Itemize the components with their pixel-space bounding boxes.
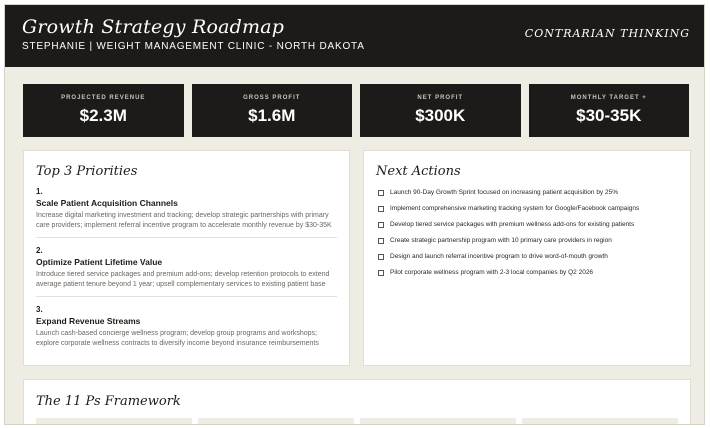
metric-net-profit xyxy=(360,84,521,137)
page-subtitle: STEPHANIE | WEIGHT MANAGEMENT CLINIC - NORTH DAKOTA xyxy=(22,41,365,52)
metric-value: $2.3M xyxy=(79,106,127,125)
action-item xyxy=(376,189,678,196)
checkbox-icon[interactable] xyxy=(378,270,384,276)
priority-number: 2. xyxy=(36,246,43,255)
priority-number: 1. xyxy=(36,187,43,196)
checkbox-icon[interactable] xyxy=(378,254,384,260)
metric-value: $30-35K xyxy=(576,106,642,125)
framework-cell xyxy=(360,418,516,425)
checkbox-icon[interactable] xyxy=(378,206,384,212)
priorities-heading: Top 3 Priorities xyxy=(36,164,138,179)
framework-cell xyxy=(522,418,678,425)
metric-label: PROJECTED REVENUE xyxy=(61,95,146,101)
metrics-row xyxy=(23,84,689,137)
metric-value: $1.6M xyxy=(248,106,296,125)
priority-title: Optimize Patient Lifetime Value xyxy=(36,257,163,267)
metric-value: $300K xyxy=(415,106,466,125)
action-text: Implement comprehensive marketing tracking system for Google/Facebook campaigns xyxy=(390,205,640,212)
priority-description: Launch cash-based concierge wellness program; develop group programs and workshops; explore corporate wellness contracts to diversify income beyond insurance reimbursements xyxy=(36,330,319,347)
priority-item xyxy=(36,179,337,238)
action-item xyxy=(376,205,678,212)
framework-grid xyxy=(36,418,678,425)
priority-title: Expand Revenue Streams xyxy=(36,316,141,326)
framework-heading: The 11 Ps Framework xyxy=(36,394,181,409)
metric-monthly-target xyxy=(529,84,690,137)
next-actions-card xyxy=(363,150,691,366)
brand-tag: CONTRARIAN THINKING xyxy=(524,27,690,40)
framework-card xyxy=(23,379,691,425)
priority-title: Scale Patient Acquisition Channels xyxy=(36,198,178,208)
checkbox-icon[interactable] xyxy=(378,190,384,196)
metric-projected-revenue xyxy=(23,84,184,137)
next-actions-heading: Next Actions xyxy=(376,164,461,179)
priority-description: Increase digital marketing investment and tracking; develop strategic partnerships with primary care providers; implement referral incentive program to accelerate monthly revenue by $30-35K xyxy=(36,212,332,229)
priority-number: 3. xyxy=(36,305,43,314)
action-text: Develop tiered service packages with premium wellness add-ons for existing patients xyxy=(390,221,635,228)
page-header xyxy=(5,5,704,67)
priorities-card xyxy=(23,150,350,366)
metric-label: NET PROFIT xyxy=(417,95,464,101)
page-title: Growth Strategy Roadmap xyxy=(22,16,285,38)
action-text: Pilot corporate wellness program with 2-3 local companies by Q2 2026 xyxy=(390,269,594,276)
metric-label: MONTHLY TARGET + xyxy=(570,95,647,101)
priority-item xyxy=(36,297,337,355)
checkbox-icon[interactable] xyxy=(378,238,384,244)
action-text: Create strategic partnership program with 10 primary care providers in region xyxy=(390,237,612,244)
framework-cell xyxy=(36,418,192,425)
action-text: Launch 90-Day Growth Sprint focused on increasing patient acquisition by 25% xyxy=(390,189,618,196)
action-item xyxy=(376,221,678,228)
metric-label: GROSS PROFIT xyxy=(243,95,301,101)
checkbox-icon[interactable] xyxy=(378,222,384,228)
priority-item xyxy=(36,238,337,297)
priority-description: Introduce tiered service packages and premium add-ons; develop retention protocols to extend average patient tenure beyond 1 year; upsell complementary services to existing patient base xyxy=(36,271,330,288)
action-list xyxy=(376,189,678,276)
action-item xyxy=(376,253,678,260)
action-item xyxy=(376,269,678,276)
page-frame xyxy=(4,4,705,425)
framework-cell xyxy=(198,418,354,425)
action-text: Design and launch referral incentive program to drive word-of-mouth growth xyxy=(390,253,608,260)
metric-gross-profit xyxy=(192,84,353,137)
action-item xyxy=(376,237,678,244)
